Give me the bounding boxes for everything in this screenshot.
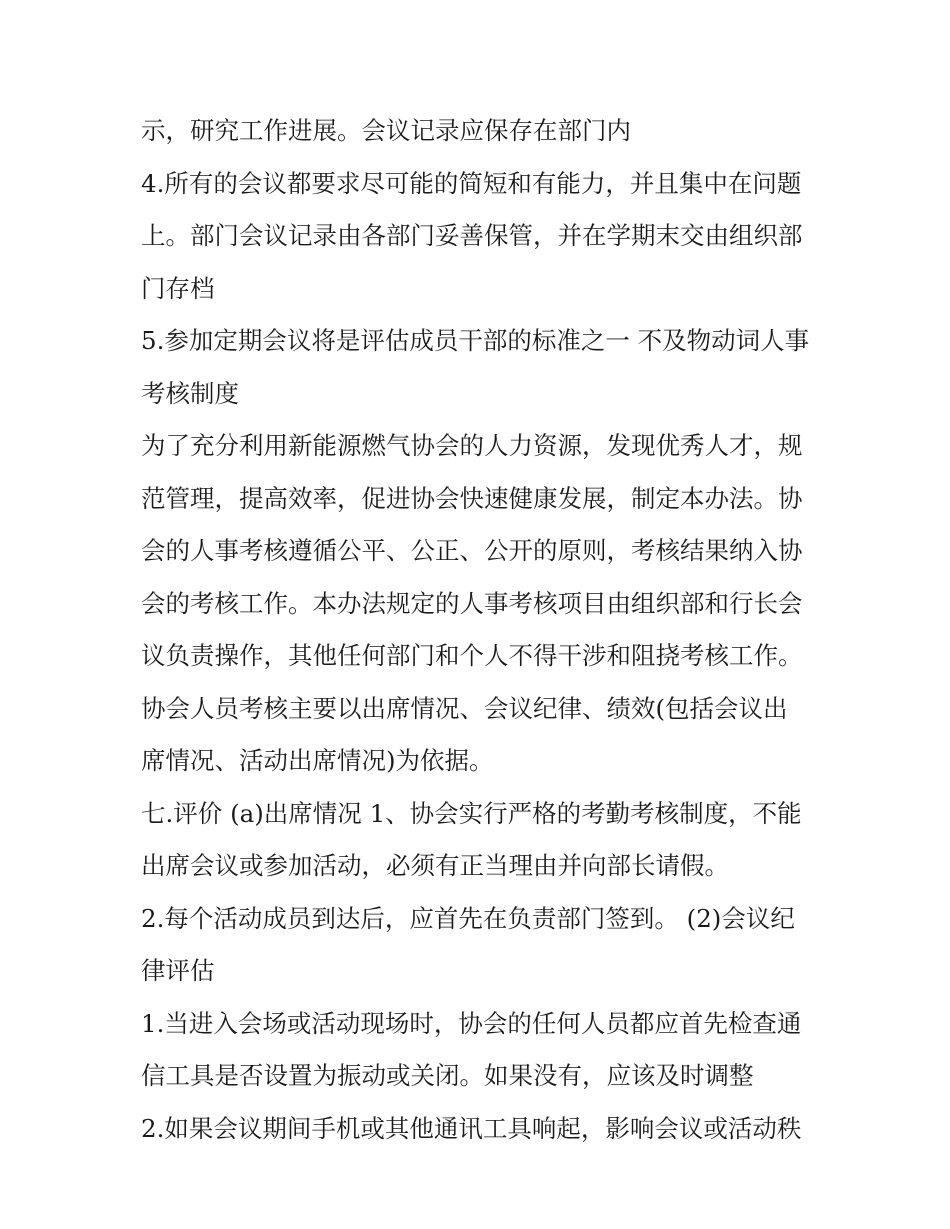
text-line: 1.当进入会场或活动现场时，协会的任何人员都应首先检查通 [141, 1008, 802, 1038]
text-line: 2.如果会议期间手机或其他通讯工具响起，影响会议或活动秩 [141, 1113, 802, 1143]
section-heading: 考核制度 [141, 378, 239, 408]
text-line: 七.评价 (a)出席情况 1、协会实行严格的考勤考核制度，不能 [141, 798, 802, 828]
text-line: 信工具是否设置为振动或关闭。如果没有，应该及时调整 [141, 1061, 754, 1090]
text-line: 2.每个活动成员到达后，应首先在负责部门签到。 (2)会议纪 [141, 903, 795, 933]
text-line: 示，研究工作进展。会议记录应保存在部门内 [141, 116, 631, 145]
text-line: 4.所有的会议都要求尽可能的简短和有能力，并且集中在问题 [141, 168, 802, 198]
text-line: 5.参加定期会议将是评估成员干部的标准之一 不及物动词人事 [141, 326, 810, 355]
text-line: 上。部门会议记录由各部门妥善保管，并在学期末交由组织部 [141, 221, 803, 250]
text-line: 为了充分利用新能源燃气协会的人力资源，发现优秀人才，规 [141, 431, 803, 460]
document-body [141, 105, 821, 1155]
text-line: 会的考核工作。本办法规定的人事考核项目由组织部和行长会 [141, 588, 803, 618]
text-line: 会的人事考核遵循公平、公正、公开的原则，考核结果纳入协 [141, 536, 803, 565]
text-line: 协会人员考核主要以出席情况、会议纪律、绩效(包括会议出 [141, 693, 788, 723]
text-line: 律评估 [141, 956, 215, 985]
text-line: 议负责操作，其他任何部门和个人不得干涉和阻挠考核工作。 [141, 641, 803, 670]
text-line: 席情况、活动出席情况)为依据。 [141, 746, 494, 775]
text-line: 范管理，提高效率，促进协会快速健康发展，制定本办法。协 [141, 483, 803, 513]
text-line: 出席会议或参加活动，必须有正当理由并向部长请假。 [141, 851, 729, 880]
text-line: 门存档 [141, 273, 215, 303]
